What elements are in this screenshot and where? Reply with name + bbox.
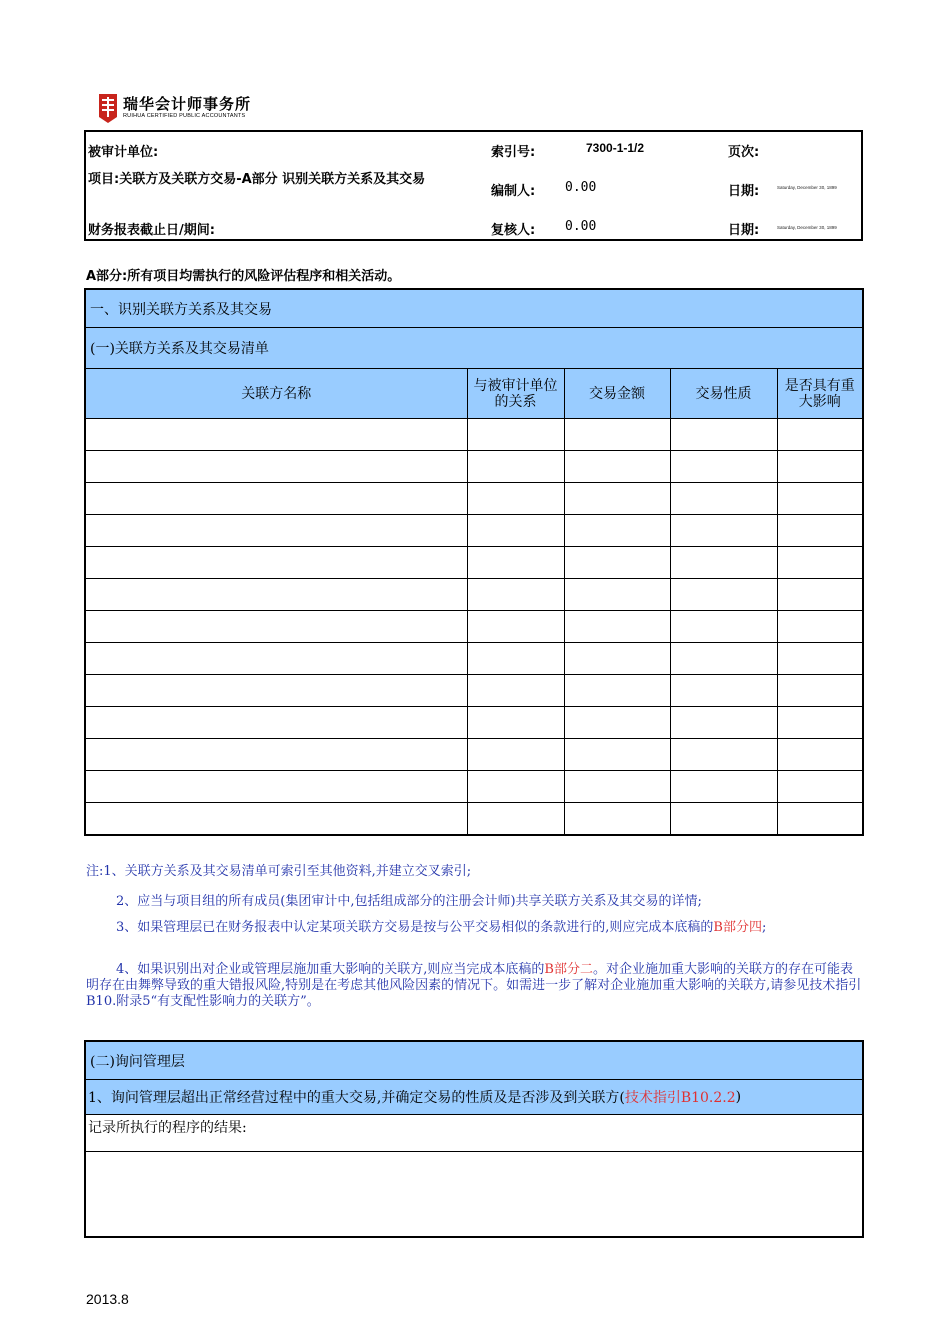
table-row	[86, 515, 862, 547]
footer-version: 2013.8	[86, 1291, 129, 1307]
firm-name: 瑞华会计师事务所	[123, 95, 252, 113]
table-cell[interactable]	[467, 707, 564, 739]
table-cell[interactable]	[467, 739, 564, 771]
table1-heading: 一、识别关联方关系及其交易	[86, 290, 862, 328]
table-cell[interactable]	[86, 579, 467, 611]
firm-logo	[96, 92, 296, 126]
table-cell[interactable]	[467, 419, 564, 451]
table-row	[86, 643, 862, 675]
col-significant-influence: 是否具有重大影响	[777, 369, 862, 419]
table-cell[interactable]	[777, 419, 862, 451]
table-cell[interactable]	[564, 771, 670, 803]
table-row	[86, 803, 862, 835]
table-row	[86, 675, 862, 707]
table-cell[interactable]	[777, 611, 862, 643]
table-cell[interactable]	[777, 771, 862, 803]
table-cell[interactable]	[670, 643, 777, 675]
firm-emblem-icon	[96, 92, 120, 124]
date-value-1: Saturday, December 30, 1899	[777, 185, 837, 190]
table-cell[interactable]	[467, 579, 564, 611]
note-3	[86, 920, 862, 936]
audited-entity-label: 被审计单位:	[88, 145, 159, 160]
table-cell[interactable]	[777, 451, 862, 483]
table-cell[interactable]	[777, 579, 862, 611]
record-label: 记录所执行的程序的结果:	[86, 1115, 862, 1152]
table-cell[interactable]	[777, 547, 862, 579]
table-cell[interactable]	[467, 643, 564, 675]
table-cell[interactable]	[777, 675, 862, 707]
col-party-name: 关联方名称	[86, 369, 467, 419]
table-cell[interactable]	[467, 771, 564, 803]
note-4-rest: 。对企业施加重大影响的关联方的存在可能表明存在由舞弊导致的重大错报风险,特别是在考虑其他风险因素的情况下。如需进一步了解对企业施加重大影响的关联方,请参见技术指引B10.附录5“有支配性影响力的关联方”。	[86, 962, 862, 1009]
period-label: 财务报表截止日/期间:	[88, 223, 215, 238]
table-row	[86, 547, 862, 579]
reviewer-label: 复核人:	[491, 223, 536, 238]
table-cell[interactable]	[670, 515, 777, 547]
table-cell[interactable]	[86, 771, 467, 803]
table-cell[interactable]	[564, 707, 670, 739]
table-cell[interactable]	[86, 451, 467, 483]
table-cell[interactable]	[670, 803, 777, 835]
table-cell[interactable]	[467, 611, 564, 643]
table-row	[86, 611, 862, 643]
table-cell[interactable]	[670, 707, 777, 739]
related-party-grid	[86, 368, 862, 834]
table-cell[interactable]	[564, 675, 670, 707]
table-cell[interactable]	[86, 419, 467, 451]
table-cell[interactable]	[467, 483, 564, 515]
table-row	[86, 579, 862, 611]
inquiry-item-end: )	[735, 1089, 742, 1105]
table-cell[interactable]	[670, 739, 777, 771]
table-cell[interactable]	[86, 643, 467, 675]
table2-heading: (二)询问管理层	[86, 1042, 862, 1080]
note-4-reference: B部分二	[544, 962, 593, 977]
reviewer-value: 0.00	[565, 219, 597, 234]
table-cell[interactable]	[777, 643, 862, 675]
table-row	[86, 419, 862, 451]
note-2: 2、应当与项目组的所有成员(集团审计中,包括组成部分的注册会计师)共享关联方关系及其交易的详情;	[116, 894, 702, 909]
col-relationship: 与被审计单位的关系	[467, 369, 564, 419]
table-cell[interactable]	[670, 547, 777, 579]
note-3-text: 3、如果管理层已在财务报表中认定某项关联方交易是按与公平交易相似的条款进行的,则应完成本底稿的	[116, 920, 714, 935]
inquiry-item-reference: 技术指引B10.2.2	[624, 1090, 736, 1106]
table-cell[interactable]	[86, 611, 467, 643]
table-cell[interactable]	[564, 547, 670, 579]
note-1: 注:1、关联方关系及其交易清单可索引至其他资料,并建立交叉索引;	[86, 864, 472, 879]
record-results-field[interactable]	[86, 1152, 862, 1236]
table-cell[interactable]	[777, 707, 862, 739]
table-cell[interactable]	[670, 451, 777, 483]
note-3-reference: B部分四	[713, 920, 762, 935]
table-row	[86, 451, 862, 483]
table-row	[86, 771, 862, 803]
index-label: 索引号:	[491, 145, 536, 160]
table-cell[interactable]	[467, 451, 564, 483]
workpaper-header	[84, 130, 863, 241]
table-cell[interactable]	[467, 515, 564, 547]
table-cell[interactable]	[564, 611, 670, 643]
table-cell[interactable]	[467, 803, 564, 835]
date-label-2: 日期:	[728, 223, 760, 238]
table-cell[interactable]	[86, 483, 467, 515]
table-cell[interactable]	[670, 419, 777, 451]
project-label: 项目:关联方及关联方交易-A部分 识别关联方关系及其交易	[88, 172, 426, 187]
table-row	[86, 739, 862, 771]
table-cell[interactable]	[670, 611, 777, 643]
table-cell[interactable]	[564, 739, 670, 771]
table-cell[interactable]	[467, 547, 564, 579]
inquiry-item-text: 1、询问管理层超出正常经营过程中的重大交易,并确定交易的性质及是否涉及到关联方(	[88, 1090, 625, 1106]
table-cell[interactable]	[777, 515, 862, 547]
table-cell[interactable]	[564, 483, 670, 515]
table-cell[interactable]	[564, 643, 670, 675]
table-cell[interactable]	[467, 675, 564, 707]
preparer-label: 编制人:	[491, 184, 536, 199]
note-3-end: ;	[761, 920, 767, 935]
table-cell[interactable]	[86, 547, 467, 579]
table-cell[interactable]	[86, 707, 467, 739]
firm-english-name: RUIHUA CERTIFIED PUBLIC ACCOUNTANTS	[123, 113, 246, 119]
col-amount: 交易金额	[564, 369, 670, 419]
table-cell[interactable]	[777, 803, 862, 835]
section-a-title: A部分:所有项目均需执行的风险评估程序和相关活动。	[86, 269, 401, 284]
table-cell[interactable]	[777, 739, 862, 771]
page-label: 页次:	[728, 145, 760, 160]
table-cell[interactable]	[564, 579, 670, 611]
preparer-value: 0.00	[565, 180, 597, 195]
table-cell[interactable]	[670, 483, 777, 515]
inquiry-item-1	[86, 1080, 862, 1115]
table-cell[interactable]	[86, 803, 467, 835]
note-4	[86, 962, 862, 1010]
table-row	[86, 707, 862, 739]
date-value-2: Saturday, December 30, 1899	[777, 225, 837, 230]
col-nature: 交易性质	[670, 369, 777, 419]
table-row	[86, 483, 862, 515]
table-cell[interactable]	[564, 515, 670, 547]
index-value: 7300-1-1/2	[586, 141, 645, 155]
table-cell[interactable]	[86, 515, 467, 547]
table1-subheading: (一)关联方关系及其交易清单	[86, 328, 862, 368]
table-cell[interactable]	[670, 579, 777, 611]
table-cell[interactable]	[564, 451, 670, 483]
table-cell[interactable]	[777, 483, 862, 515]
related-party-table	[84, 288, 864, 836]
table-cell[interactable]	[670, 675, 777, 707]
table-cell[interactable]	[86, 675, 467, 707]
table-cell[interactable]	[86, 739, 467, 771]
table-cell[interactable]	[670, 771, 777, 803]
note-4-text: 4、如果识别出对企业或管理层施加重大影响的关联方,则应当完成本底稿的	[116, 962, 545, 977]
table-cell[interactable]	[564, 419, 670, 451]
table-cell[interactable]	[564, 803, 670, 835]
inquiry-table	[84, 1040, 864, 1238]
date-label-1: 日期:	[728, 184, 760, 199]
